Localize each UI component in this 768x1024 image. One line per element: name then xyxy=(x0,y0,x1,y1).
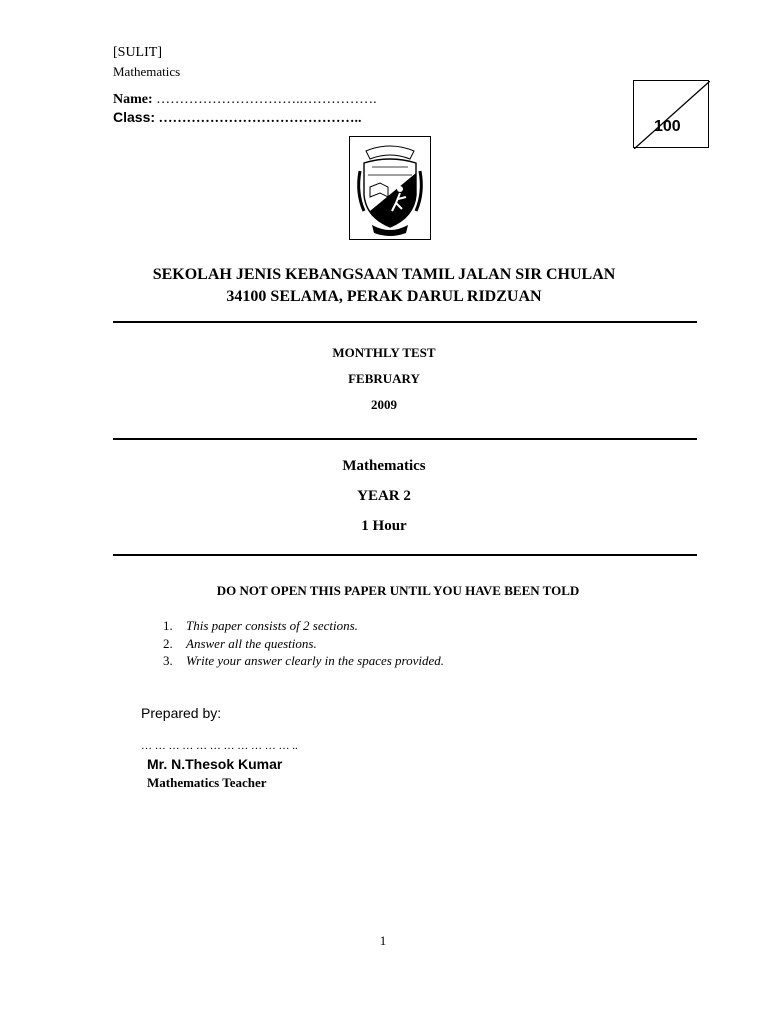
score-box xyxy=(633,80,709,148)
instruction-item xyxy=(163,653,444,669)
paper-subject: Mathematics xyxy=(342,458,426,474)
class-dots: …………………………………….. xyxy=(158,111,362,126)
name-field xyxy=(113,92,377,108)
school-logo xyxy=(349,136,431,240)
name-label: Name: xyxy=(113,92,153,107)
test-month: FEBRUARY xyxy=(348,371,420,386)
instruction-text: Write your answer clearly in the spaces provided. xyxy=(186,653,445,668)
teacher-name: Mr. N.Thesok Kumar xyxy=(147,756,283,772)
subject-label: Mathematics xyxy=(113,64,181,79)
test-year: 2009 xyxy=(371,397,397,412)
paper-year-level: YEAR 2 xyxy=(357,488,411,504)
instruction-number: 3. xyxy=(163,653,173,668)
school-crest-image xyxy=(350,137,430,239)
instruction-text: This paper consists of 2 sections. xyxy=(186,618,358,633)
instruction-item xyxy=(163,636,317,652)
divider-3 xyxy=(113,554,697,556)
instructions-heading: DO NOT OPEN THIS PAPER UNTIL YOU HAVE BEEN TOLD xyxy=(216,583,580,598)
teacher-role: Mathematics Teacher xyxy=(147,775,267,790)
score-total: 100 xyxy=(654,118,681,135)
divider-1 xyxy=(113,321,697,323)
instruction-text: Answer all the questions. xyxy=(186,636,317,651)
name-dots: …………………………..……………. xyxy=(156,92,377,107)
page-number: 1 xyxy=(379,933,387,948)
signature-line: … … … … … … … … … … … .. xyxy=(141,740,298,752)
school-name: SEKOLAH JENIS KEBANGSAAN TAMIL JALAN SIR CHULAN xyxy=(152,266,616,283)
class-label: Class: xyxy=(113,109,156,125)
class-field xyxy=(113,109,362,127)
sulit-label: [SULIT] xyxy=(113,45,162,60)
test-title: MONTHLY TEST xyxy=(332,345,436,360)
instruction-number: 2. xyxy=(163,636,173,651)
instruction-number: 1. xyxy=(163,618,173,633)
instruction-item xyxy=(163,618,358,634)
school-address: 34100 SELAMA, PERAK DARUL RIDZUAN xyxy=(226,288,542,305)
paper-duration: 1 Hour xyxy=(361,518,407,534)
divider-2 xyxy=(113,438,697,440)
score-diagonal xyxy=(634,81,710,149)
prepared-by-label: Prepared by: xyxy=(141,705,222,721)
